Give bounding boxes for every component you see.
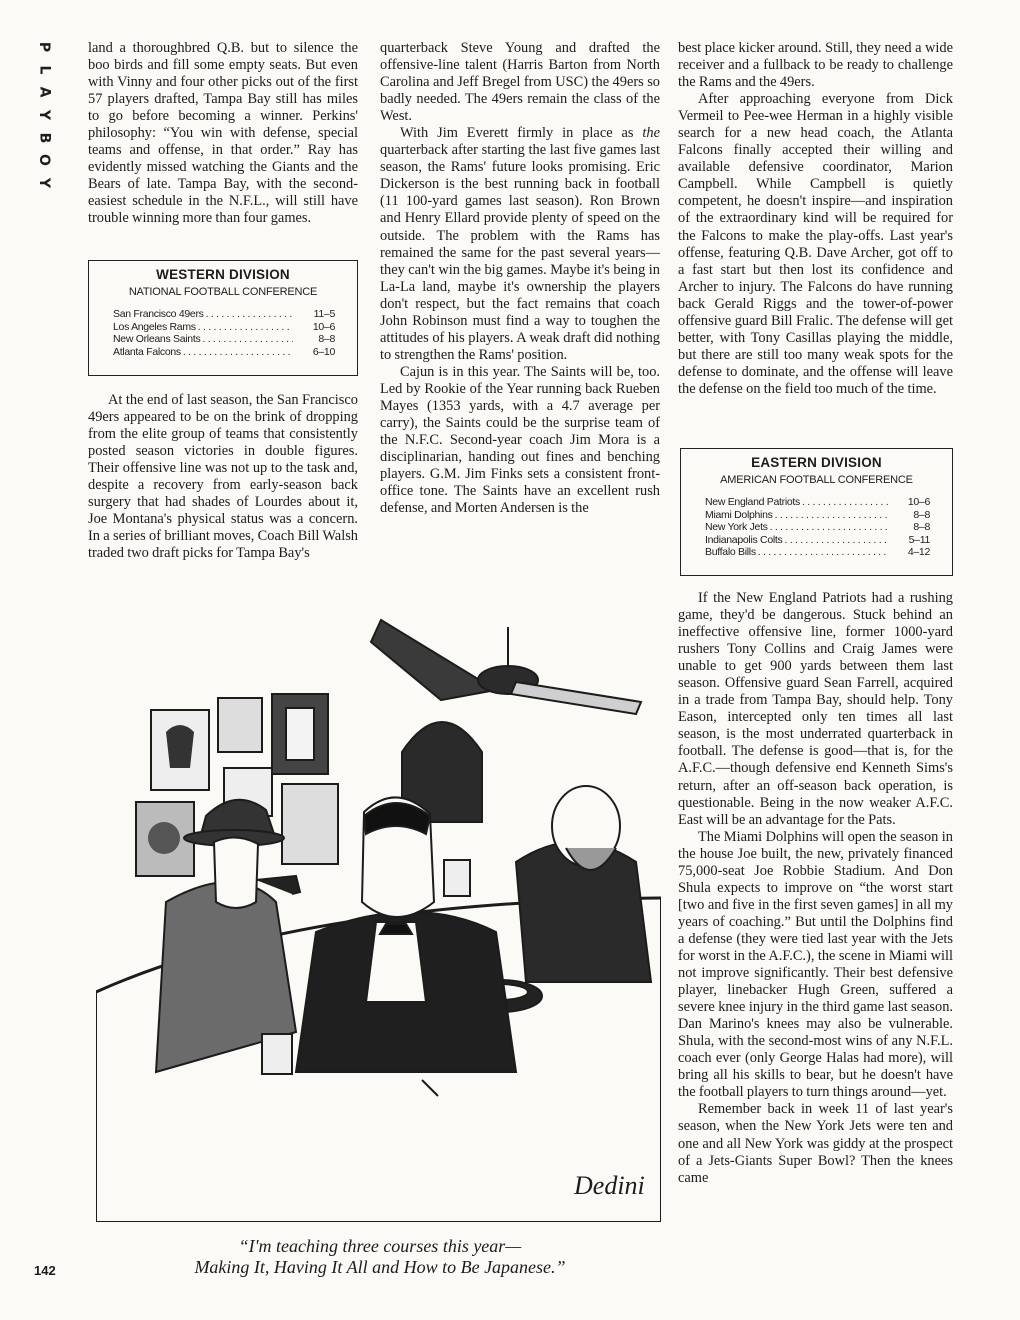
bearded-man-drawing xyxy=(516,786,651,982)
column-1-top xyxy=(88,40,358,228)
standings-title: EASTERN DIVISION xyxy=(751,455,882,470)
team-name: San Francisco 49ers xyxy=(113,308,204,320)
ceiling-fan-drawing xyxy=(371,620,641,714)
emphasis: the xyxy=(642,125,660,142)
team-record: 11–5 xyxy=(313,308,335,320)
standings-conference: AMERICAN FOOTBALL CONFERENCE xyxy=(720,474,913,486)
paragraph: After approaching everyone from Dick Vermeil to Pee-wee Herman in a highly visible search for a new head coach, the Atlanta Falcons finally accepted their willing and available defensive coordinator, Marion Campbell. While Campbell is quietly competent, he doesn't inspire—and inspiration of the extraordinary kind will be required for the Falcons to make the play-offs. Last year's offense, featuring Q.B. Dave Archer, got off to a fast start but then lost its confidence and Archer to injury. The Falcons do have running back Gerald Riggs and the tower-of-power offensive guard Bill Fralic. The defense will get better, with Tony Casillas playing the middle, but there are still too many weak spots for the defense to dominate, and the offense will leave the defense on the field too much of the time. xyxy=(678,91,953,397)
standings-row xyxy=(113,333,335,346)
team-record: 5–11 xyxy=(908,533,930,546)
paragraph: The Miami Dolphins will open the season in the house Joe built, the new, privately financed 75,000-seat Joe Robbie Stadium. And Don Shula expects to improve on “the worst start [two and five in the first seven games] in all my years of coaching.” But until the Dolphins find a defense (they were tied last year with the Jets for worst in the A.F.C.), the scene in Miami will not improve significantly. Their best defensive player, linebacker Hugh Green, suffered a severe knee injury in the third game last season. Dan Marino's knees may also be vulnerable. Shula, with the second-most wins of any N.F.L. coach ever (only George Halas had more), will bring all his skills to bear, but he doesn't have the football players to turn things around—yet. xyxy=(678,828,953,1101)
column-3-top xyxy=(678,40,953,398)
magazine-name-vertical xyxy=(30,40,58,190)
magazine-letter: P xyxy=(35,41,52,53)
paragraph: At the end of last season, the San Francisco 49ers appeared to be on the brink of dropping from the elite group of teams that consistently posted season victories in double figures. Their offensive line was not up to the task and, despite a recovery from early-season back surgery that had shades of Lourdes about it, Joe Montana's physical status was a concern. In a series of brilliant moves, Coach Bill Walsh traded two draft picks for Tampa Bay's xyxy=(88,392,358,562)
magazine-letter: Y xyxy=(35,177,52,189)
team-name: New York Jets xyxy=(705,521,768,533)
column-1-bottom xyxy=(88,392,358,562)
standings-row xyxy=(113,321,335,334)
magazine-letter: A xyxy=(36,86,52,98)
paragraph: Cajun is in this year. The Saints will be, too. Led by Rookie of the Year running back Rueben Mayes (1353 yards, with a 4.7 average per carry), the Saints could be the surprise team of the N.F.C. Second-year coach Jim Mora is a disciplinarian, handing out fines and benching players. G.M. Jim Finks sets a consistent front-office tone. The Saints have an excellent rush defense, and Morten Andersen is the xyxy=(380,363,660,517)
column-2 xyxy=(380,40,660,517)
standings-row xyxy=(705,546,930,559)
cartoonist-signature: Dedini xyxy=(574,1171,645,1200)
paragraph: With Jim Everett firmly in place as the quarterback after starting the last five games last season, the Rams' future looks promising. Eric Dickerson is the best running back in football (11 100-yard games last season). Ron Brown and Henry Ellard provide plenty of speed on the outside. The problem with the Rams has remained the same for the past several years—they can't win the big games. Maybe it's being in La-La land, maybe it's ownership the players don't respect, but the fact remains that coach John Robinson must find a way to toughen the attitudes of his players. A weak draft did nothing to strengthen the Rams' position. xyxy=(380,125,660,363)
standings-row xyxy=(705,496,930,509)
standings-row xyxy=(113,346,335,359)
team-name: Los Angeles Rams xyxy=(113,320,196,333)
team-record: 8–8 xyxy=(913,508,930,521)
paragraph: Remember back in week 11 of last year's season, when the New York Jets were ten and one and all New York was giddy at the prospect of a Jets-Giants Super Bowl? Then the knees came xyxy=(678,1101,953,1186)
team-record: 6–10 xyxy=(312,345,335,358)
page-number: 142 xyxy=(34,1263,56,1278)
eastern-division-standings xyxy=(680,448,953,576)
standings-conference: NATIONAL FOOTBALL CONFERENCE xyxy=(128,286,318,298)
magazine-letter: B xyxy=(35,132,52,143)
cartoon-caption xyxy=(120,1236,640,1278)
standings-row xyxy=(705,534,930,547)
team-name: Miami Dolphins xyxy=(705,508,773,521)
team-record: 8–8 xyxy=(913,521,930,533)
caption-line: “I'm teaching three courses this year— xyxy=(238,1236,522,1256)
team-name: Atlanta Falcons xyxy=(113,345,181,358)
standings-row xyxy=(705,521,930,534)
team-record: 10–6 xyxy=(907,496,930,508)
team-record: 4–12 xyxy=(907,546,930,558)
team-record: 8–8 xyxy=(318,333,335,345)
column-3-bottom xyxy=(678,590,953,1187)
western-division-standings xyxy=(88,260,358,376)
team-name: Buffalo Bills xyxy=(705,546,756,558)
caption-line: Making It, Having It All and How to Be Japanese.” xyxy=(194,1257,566,1277)
standings-row xyxy=(113,308,335,321)
standings-title: WESTERN DIVISION xyxy=(156,267,290,282)
paragraph: land a thoroughbred Q.B. but to silence the boo birds and fill some empty seats. But even with Vinny and four other picks out of the first 57 players drafted, Tampa Bay still has miles to go before becoming a winner. Perkins' philosophy: “You win with defense, special teams and offense, in that order.” Ray has evidently missed watching the Giants and the Bears of late. Tampa Bay, with the second-easiest schedule in the N.F.L., will still have trouble winning more than four games. xyxy=(88,40,358,227)
paragraph: quarterback Steve Young and drafted the offensive-line talent (Harris Barton from North Carolina and Jeff Bregel from USC) the 49ers so badly needed. The 49ers remain the class of the West. xyxy=(380,40,660,125)
cartoon-illustration xyxy=(96,602,661,1222)
paragraph: If the New England Patriots had a rushing game, they'd be dangerous. Stuck behind an ineffective offensive line, former 1000-yard rushers Tony Collins and Craig James were unable to get 900 yards between them last season. Offensive guard Sean Farrell, acquired in a trade from Tampa Bay, should help. Tony Eason, intercepted only ten times all last season, is the most underrated quarterback in football. The defense is good—that is, for the A.F.C.—though defensive end Kenneth Sims's return, after an off-season back operation, is questionable. Being in the now weaker A.F.C. East will be an advantage for the Pats. xyxy=(678,590,953,828)
magazine-letter: O xyxy=(36,154,52,167)
magazine-letter: L xyxy=(35,65,52,75)
team-name: New Orleans Saints xyxy=(113,333,201,345)
team-name: Indianapolis Colts xyxy=(705,533,783,546)
magazine-letter: Y xyxy=(35,109,52,121)
standings-row xyxy=(705,509,930,522)
team-record: 10–6 xyxy=(312,320,335,333)
paragraph: best place kicker around. Still, they need a wide receiver and a fullback to be ready to challenge the Rams and the 49ers. xyxy=(678,40,953,91)
team-name: New England Patriots xyxy=(705,496,800,508)
